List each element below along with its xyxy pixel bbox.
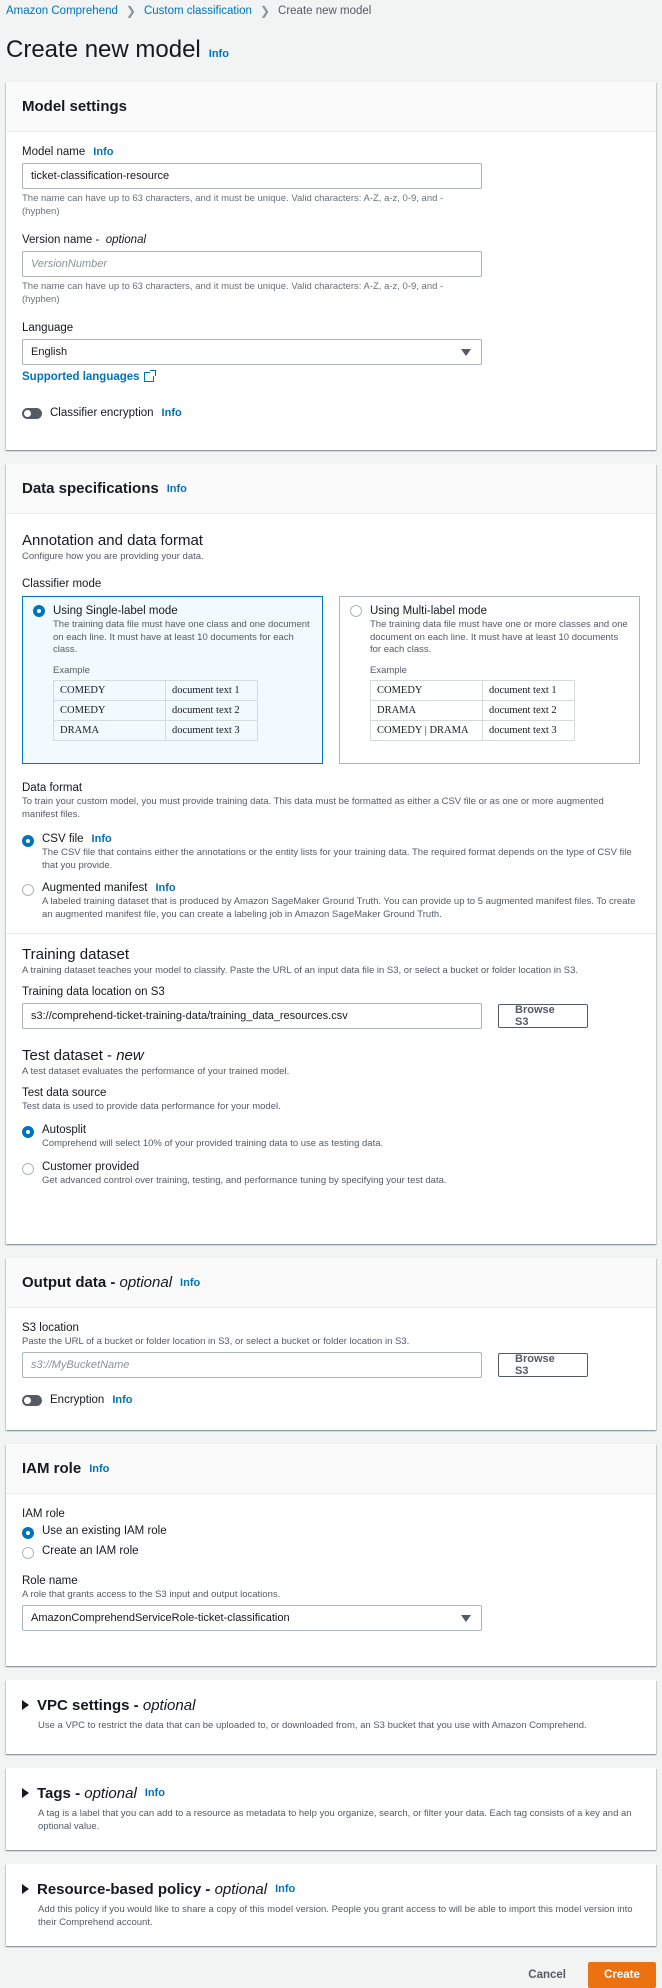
table-row: DRAMA document text 2 — [371, 700, 575, 720]
csv-desc: The CSV file that contains either the annotations or the entity lists for your training data. The required format depends on the type of CSV file that you provide. — [42, 847, 632, 871]
language-label: Language — [22, 322, 74, 334]
table-row: DRAMA document text 3 — [54, 720, 258, 740]
vpc-settings-title: VPC settings - optional — [37, 1696, 196, 1714]
classifier-encryption-toggle-row — [22, 407, 640, 419]
output-browse-s3-button[interactable]: Browse S3 — [498, 1353, 588, 1377]
output-data-panel — [6, 1258, 656, 1430]
resource-policy-desc: Add this policy if you would like to share a copy of this model version. People you grant access to will be able to import this model version into their Comprehend account. — [38, 1904, 633, 1928]
table-row: COMEDY document text 2 — [54, 700, 258, 720]
customer-provided-radio[interactable] — [22, 1163, 34, 1175]
iam-role-panel — [6, 1444, 656, 1666]
resource-policy-panel — [6, 1864, 656, 1946]
tags-info-link[interactable]: Info — [144, 1787, 165, 1799]
multi-label-title: Using Multi-label mode — [370, 605, 487, 617]
classifier-encryption-info-link[interactable]: Info — [161, 407, 182, 419]
model-name-info-link[interactable]: Info — [93, 146, 114, 158]
iam-role-header — [6, 1444, 656, 1494]
output-data-info-link[interactable]: Info — [180, 1276, 201, 1289]
single-label-card[interactable] — [22, 596, 323, 764]
multi-label-radio[interactable] — [350, 605, 362, 617]
classifier-encryption-label: Classifier encryption — [50, 407, 154, 419]
tags-title: Tags - optional — [37, 1784, 137, 1802]
role-name-desc: A role that grants access to the S3 input and output locations. — [22, 1589, 281, 1600]
chevron-right-icon: ❯ — [125, 4, 136, 18]
table-row: COMEDY document text 1 — [54, 680, 258, 700]
csv-label: CSV file — [42, 833, 84, 845]
external-link-icon — [144, 372, 154, 382]
single-label-title: Using Single-label mode — [53, 605, 178, 617]
create-role-option — [22, 1545, 640, 1559]
classifier-encryption-toggle[interactable] — [22, 408, 42, 419]
page-header — [6, 36, 656, 64]
model-settings-header — [6, 82, 656, 132]
language-select[interactable]: English — [22, 339, 482, 365]
caret-right-icon — [22, 1788, 29, 1798]
customer-provided-option — [22, 1161, 640, 1188]
caret-right-icon — [22, 1884, 29, 1894]
model-settings-panel — [6, 82, 656, 450]
single-label-desc: The training data file must have one class and one document on each line. It must have at least 10 documents for each class. — [53, 619, 310, 655]
autosplit-option — [22, 1124, 640, 1151]
single-example-label: Example — [53, 664, 90, 676]
output-data-header — [6, 1258, 656, 1308]
s3-location-desc: Paste the URL of a bucket or folder location in S3, or select a bucket or folder location in S3. — [22, 1336, 410, 1347]
augmented-manifest-info-link[interactable]: Info — [155, 882, 176, 894]
training-location-label: Training data location on S3 — [22, 986, 165, 998]
model-name-label: Model name Info — [22, 146, 114, 158]
encryption-label: Encryption — [50, 1394, 105, 1406]
data-format-label: Data format — [22, 782, 83, 794]
csv-radio[interactable] — [22, 835, 34, 847]
csv-option — [22, 833, 640, 872]
breadcrumb — [6, 0, 656, 22]
page-title: Create new model — [6, 36, 201, 63]
annotation-title: Annotation and data format — [22, 532, 203, 549]
test-dataset-title: Test dataset - new — [22, 1047, 144, 1064]
classifier-mode-cards — [22, 596, 640, 764]
s3-location-input[interactable]: s3://MyBucketName — [22, 1352, 482, 1378]
model-settings-title: Model settings — [22, 98, 128, 115]
breadcrumb-comprehend[interactable]: Amazon Comprehend — [6, 5, 118, 17]
page-info-link[interactable]: Info — [208, 48, 229, 60]
cancel-button[interactable]: Cancel — [528, 1969, 566, 1981]
csv-info-link[interactable]: Info — [91, 833, 112, 845]
single-label-radio[interactable] — [33, 605, 45, 617]
table-row: COMEDY | DRAMA document text 3 — [371, 720, 575, 740]
caret-down-icon — [461, 1615, 471, 1622]
multi-label-card[interactable] — [339, 596, 640, 764]
vpc-settings-panel — [6, 1680, 656, 1754]
iam-role-info-link[interactable]: Info — [89, 1462, 110, 1475]
customer-provided-label: Customer provided — [42, 1160, 140, 1173]
vpc-settings-desc: Use a VPC to restrict the data that can be uploaded to, or downloaded from, an S3 bucket that you use with Amazon Comprehend. — [38, 1720, 587, 1731]
autosplit-label: Autosplit — [42, 1124, 87, 1136]
data-specifications-header — [6, 464, 656, 514]
multi-label-desc: The training data file must have one or more classes and one document on each line. It must have at least 10 documents for each class. — [370, 619, 628, 655]
resource-policy-info-link[interactable]: Info — [275, 1883, 296, 1895]
tags-desc: A tag is a label that you can add to a resource as metadata to help you organize, search, or filter your data. Each tag consists of a key and an optional value. — [38, 1808, 632, 1832]
classifier-mode-label: Classifier mode — [22, 578, 102, 590]
augmented-manifest-label: Augmented manifest — [42, 882, 148, 894]
autosplit-desc: Comprehend will select 10% of your provided training data to use as testing data. — [42, 1138, 384, 1149]
tags-header[interactable] — [6, 1768, 656, 1808]
training-location-input[interactable]: s3://comprehend-ticket-training-data/training_data_resources.csv — [22, 1003, 482, 1029]
single-example-table — [53, 680, 258, 741]
test-dataset-desc: A test dataset evaluates the performance of your trained model. — [22, 1066, 290, 1077]
role-name-select[interactable]: AmazonComprehendServiceRole-ticket-classification — [22, 1605, 482, 1631]
chevron-right-icon: ❯ — [259, 4, 271, 18]
training-dataset-title: Training dataset — [22, 946, 130, 963]
annotation-desc: Configure how you are providing your data. — [22, 551, 204, 562]
iam-role-title: IAM role — [22, 1460, 82, 1477]
multi-example-table — [370, 680, 575, 741]
encryption-toggle-row — [22, 1394, 640, 1406]
table-row: COMEDY document text 1 — [371, 680, 575, 700]
breadcrumb-current: Create new model — [278, 5, 372, 17]
existing-role-option — [22, 1525, 640, 1539]
version-name-label: Version name - optional — [22, 234, 147, 246]
supported-languages-link[interactable]: Supported languages — [22, 371, 640, 383]
role-name-label: Role name — [22, 1575, 78, 1587]
model-name-input[interactable]: ticket-classification-resource — [22, 163, 482, 189]
training-dataset-desc: A training dataset teaches your model to classify. Paste the URL of an input data file in S3, or select a bucket or folder location in S3. — [22, 965, 579, 976]
resource-policy-title: Resource-based policy - optional — [37, 1880, 268, 1898]
form-footer — [6, 1962, 656, 1988]
existing-role-radio[interactable] — [22, 1527, 34, 1539]
test-source-label: Test data source — [22, 1087, 107, 1099]
create-role-label: Create an IAM role — [42, 1545, 139, 1557]
caret-down-icon — [461, 349, 471, 356]
multi-example-label: Example — [370, 664, 407, 676]
resource-policy-header[interactable] — [6, 1864, 656, 1904]
existing-role-label: Use an existing IAM role — [42, 1525, 167, 1537]
divider — [6, 933, 656, 934]
customer-provided-desc: Get advanced control over training, testing, and performance tuning by specifying your test data. — [42, 1174, 447, 1186]
encryption-toggle[interactable] — [22, 1395, 42, 1406]
data-specifications-panel — [6, 464, 656, 1244]
caret-right-icon — [22, 1700, 29, 1710]
iam-role-label: IAM role — [22, 1508, 65, 1520]
data-specifications-info-link[interactable]: Info — [166, 482, 187, 495]
model-name-hint: The name can have up to 63 characters, and it must be unique. Valid characters: A-Z, a-z, 0-9, and - (hyphen) — [22, 193, 444, 217]
training-browse-s3-button[interactable]: Browse S3 — [498, 1004, 588, 1028]
output-data-title: Output data - optional — [22, 1274, 173, 1291]
test-source-desc: Test data is used to provide data performance for your model. — [22, 1101, 281, 1112]
encryption-info-link[interactable]: Info — [112, 1394, 133, 1406]
version-name-input[interactable]: VersionNumber — [22, 251, 482, 277]
s3-location-label: S3 location — [22, 1322, 79, 1334]
create-role-radio[interactable] — [22, 1547, 34, 1559]
autosplit-radio[interactable] — [22, 1126, 34, 1138]
augmented-manifest-radio[interactable] — [22, 884, 34, 896]
augmented-manifest-option — [22, 882, 640, 921]
data-specifications-title: Data specifications — [22, 480, 159, 497]
tags-panel — [6, 1768, 656, 1850]
augmented-manifest-desc: A labeled training dataset that is produced by Amazon SageMaker Ground Truth. You can provide up to 5 augmented manifest files. To create an augmented manifest file, you can create a labeling job in Amazon SageMaker Ground Truth. — [42, 896, 636, 920]
create-button[interactable]: Create — [588, 1962, 656, 1988]
data-format-desc: To train your custom model, you must provide training data. This data must be formatted as either a CSV file or as one or more augmented manifest files. — [22, 796, 604, 820]
vpc-settings-header[interactable] — [6, 1680, 656, 1720]
version-name-hint: The name can have up to 63 characters, and it must be unique. Valid characters: A-Z, a-z, 0-9, and - (hyphen) — [22, 281, 444, 305]
breadcrumb-custom-classification[interactable]: Custom classification — [143, 5, 252, 17]
